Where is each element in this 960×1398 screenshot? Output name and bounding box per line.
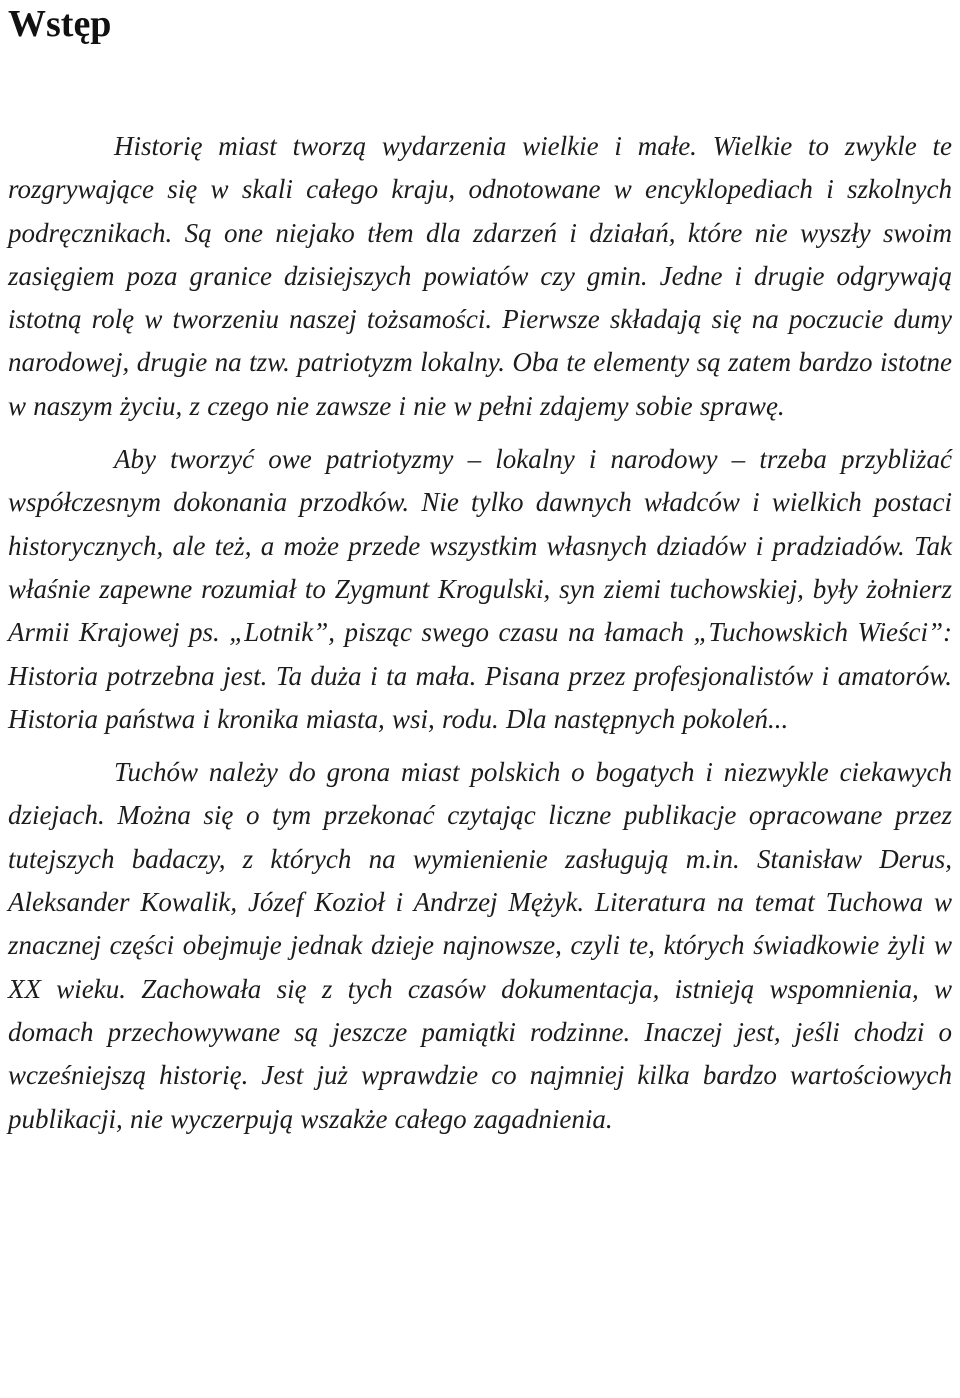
page-title: Wstęp — [8, 3, 112, 45]
paragraph-1: Historię miast tworzą wydarzenia wielkie i małe. Wielkie to zwykle te rozgrywające się w skali całego kraju, odnotowane w encyklopediach i szkolnych podręcznikach. Są one niejako tłem dla zdarzeń i działań, które nie wyszły swoim zasięgiem poza granice dzisiejszych powiatów czy gmin. Jedne i drugie odgrywają istotną rolę w tworzeniu naszej tożsamości. Pierwsze składają się na poczucie dumy narodowej, drugie na tzw. patriotyzm lokalny. Oba te elementy są zatem bardzo istotne w naszym życiu, z czego nie zawsze i nie w pełni zdajemy sobie sprawę. — [8, 131, 952, 421]
document-page — [8, 0, 952, 1134]
paragraph-3: Tuchów należy do grona miast polskich o bogatych i niezwykle ciekawych dziejach. Można się o tym przekonać czytając liczne publikacje opracowane przez tutejszych badaczy, z których na wymienienie zasługują m.in. Stanisław Derus, Aleksander Kowalik, Józef Kozioł i Andrzej Mężyk. Literatura na temat Tuchowa w znacznej części obejmuje jednak dzieje najnowsze, czyli te, których świadkowie żyli w XX wieku. Zachowała się z tych czasów dokumentacja, istnieją wspomnienia, w domach przechowywane są jeszcze pamiątki rodzinne. Inaczej jest, jeśli chodzi o wcześniejszą historię. Jest już wprawdzie co najmniej kilka bardzo wartościowych publikacji, nie wyczerpują wszakże całego zagadnienia. — [8, 757, 952, 1134]
body-text — [8, 125, 952, 1141]
paragraph-2: Aby tworzyć owe patriotyzmy – lokalny i narodowy – trzeba przybliżać współczesnym dokonania przodków. Nie tylko dawnych władców i wielkich postaci historycznych, ale też, a może przede wszystkim własnych dziadów i pradziadów. Tak właśnie zapewne rozumiał to Zygmunt Krogulski, syn ziemi tuchowskiej, były żołnierz Armii Krajowej ps. „Lotnik”, pisząc swego czasu na łamach „Tuchowskich Wieści”: Historia potrzebna jest. Ta duża i ta mała. Pisana przez profesjonalistów i amatorów. Historia państwa i kronika miasta, wsi, rodu. Dla następnych pokoleń... — [8, 444, 952, 734]
